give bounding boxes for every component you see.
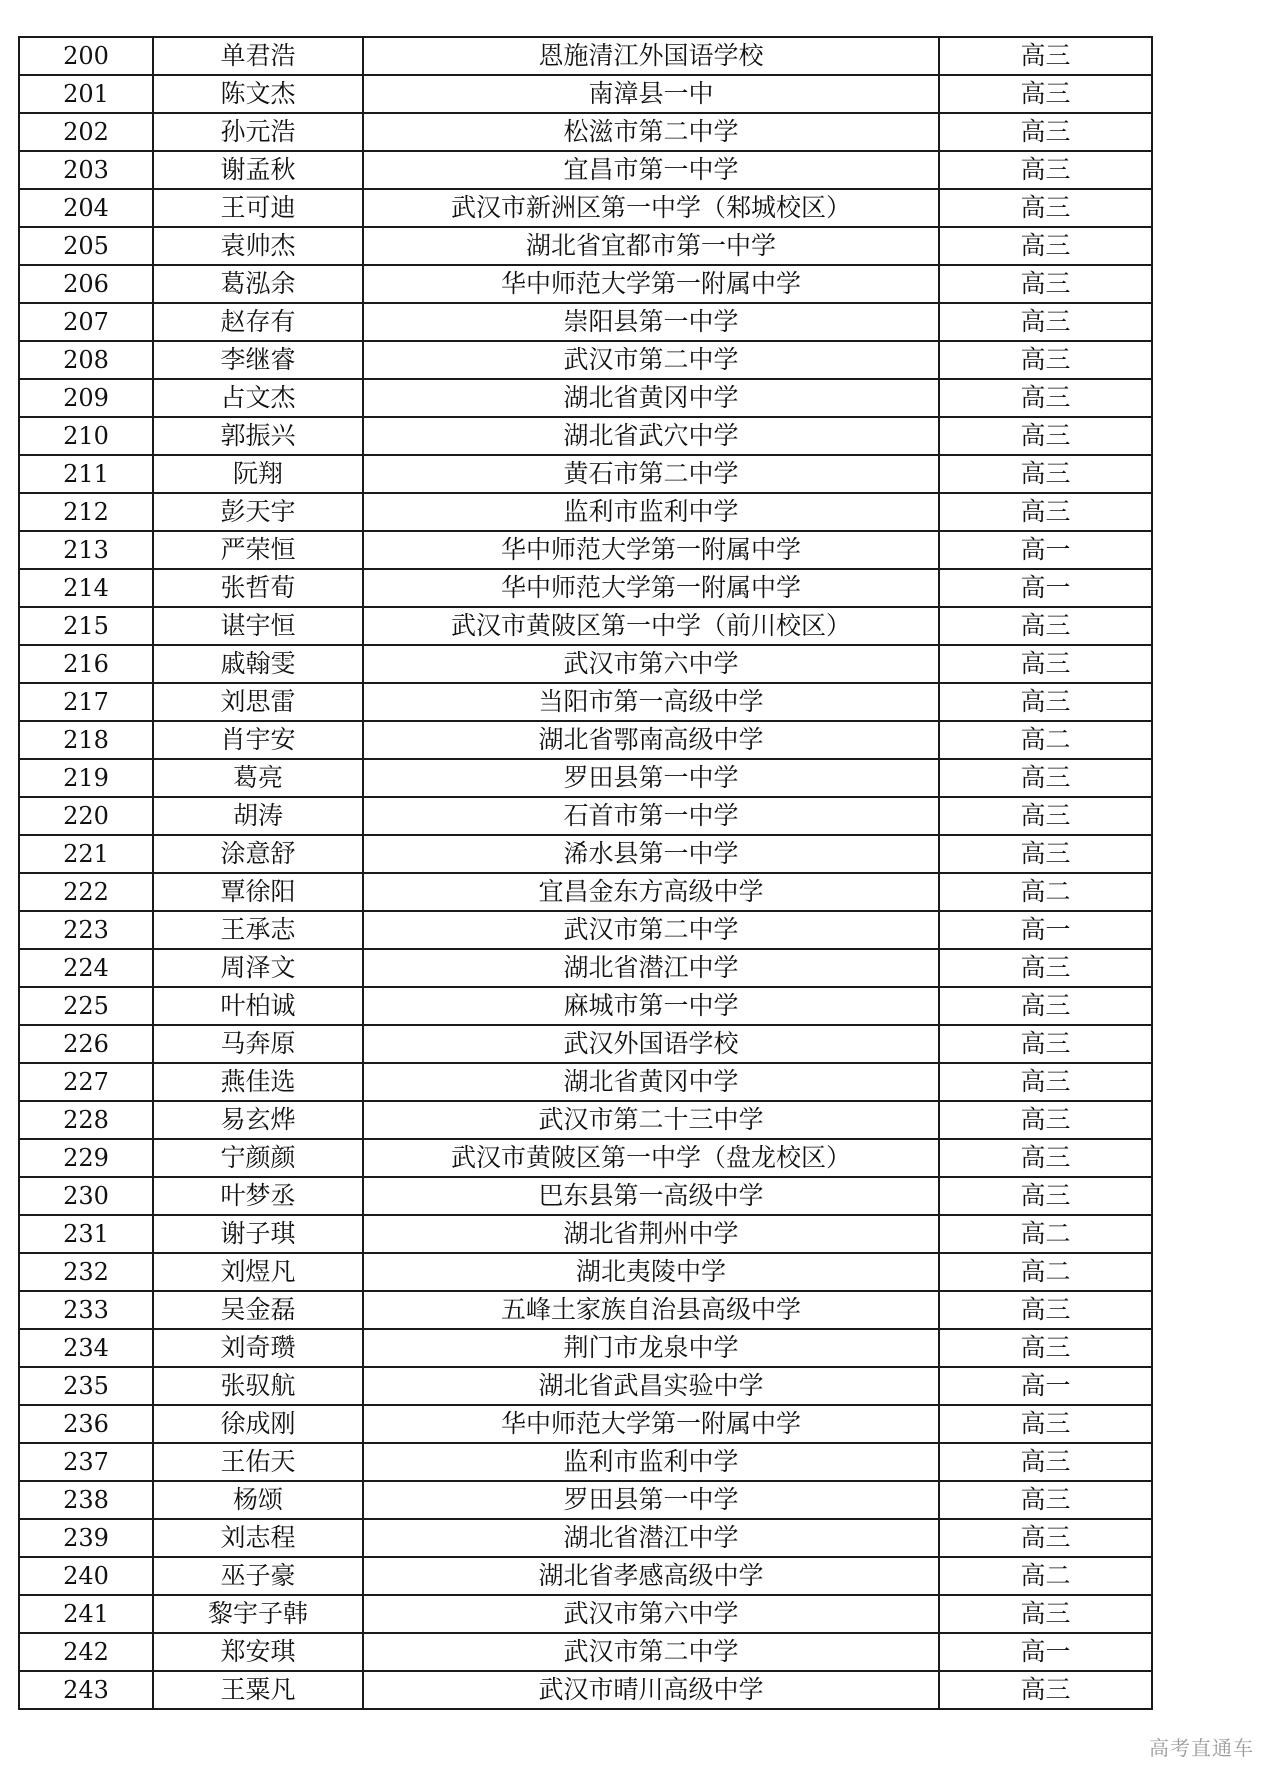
school-name: 石首市第一中学 bbox=[363, 797, 939, 835]
student-name: 燕佳选 bbox=[153, 1063, 363, 1101]
student-name: 刘奇瓒 bbox=[153, 1329, 363, 1367]
row-number: 202 bbox=[19, 113, 153, 151]
grade-level: 高一 bbox=[939, 911, 1152, 949]
student-name: 王可迪 bbox=[153, 189, 363, 227]
table-row bbox=[19, 1633, 1152, 1671]
student-name: 覃徐阳 bbox=[153, 873, 363, 911]
student-name: 刘思雷 bbox=[153, 683, 363, 721]
row-number: 241 bbox=[19, 1595, 153, 1633]
school-name: 武汉市第六中学 bbox=[363, 645, 939, 683]
student-name: 单君浩 bbox=[153, 37, 363, 75]
school-name: 湖北省武昌实验中学 bbox=[363, 1367, 939, 1405]
grade-level: 高三 bbox=[939, 645, 1152, 683]
row-number: 211 bbox=[19, 455, 153, 493]
table-row bbox=[19, 75, 1152, 113]
table-row bbox=[19, 1139, 1152, 1177]
student-name: 葛泓余 bbox=[153, 265, 363, 303]
table-row bbox=[19, 1595, 1152, 1633]
row-number: 203 bbox=[19, 151, 153, 189]
student-name: 巫子豪 bbox=[153, 1557, 363, 1595]
student-name: 王粟凡 bbox=[153, 1671, 363, 1709]
student-name: 葛亮 bbox=[153, 759, 363, 797]
grade-level: 高二 bbox=[939, 1253, 1152, 1291]
student-name: 彭天宇 bbox=[153, 493, 363, 531]
student-name: 郑安琪 bbox=[153, 1633, 363, 1671]
school-name: 武汉市晴川高级中学 bbox=[363, 1671, 939, 1709]
student-name: 叶柏诚 bbox=[153, 987, 363, 1025]
row-number: 233 bbox=[19, 1291, 153, 1329]
grade-level: 高三 bbox=[939, 607, 1152, 645]
row-number: 210 bbox=[19, 417, 153, 455]
student-name: 涂意舒 bbox=[153, 835, 363, 873]
row-number: 200 bbox=[19, 37, 153, 75]
school-name: 湖北省潜江中学 bbox=[363, 949, 939, 987]
school-name: 麻城市第一中学 bbox=[363, 987, 939, 1025]
row-number: 242 bbox=[19, 1633, 153, 1671]
school-name: 当阳市第一高级中学 bbox=[363, 683, 939, 721]
school-name: 华中师范大学第一附属中学 bbox=[363, 265, 939, 303]
row-number: 208 bbox=[19, 341, 153, 379]
results-table bbox=[18, 36, 1153, 1710]
grade-level: 高三 bbox=[939, 417, 1152, 455]
student-name: 王佑天 bbox=[153, 1443, 363, 1481]
student-name: 戚翰雯 bbox=[153, 645, 363, 683]
row-number: 224 bbox=[19, 949, 153, 987]
table-row bbox=[19, 1557, 1152, 1595]
row-number: 205 bbox=[19, 227, 153, 265]
table-row bbox=[19, 1519, 1152, 1557]
student-name: 阮翔 bbox=[153, 455, 363, 493]
table-row bbox=[19, 911, 1152, 949]
grade-level: 高三 bbox=[939, 455, 1152, 493]
grade-level: 高三 bbox=[939, 379, 1152, 417]
school-name: 武汉市第二中学 bbox=[363, 341, 939, 379]
school-name: 湖北省荆州中学 bbox=[363, 1215, 939, 1253]
school-name: 湖北省黄冈中学 bbox=[363, 379, 939, 417]
table-row bbox=[19, 265, 1152, 303]
row-number: 213 bbox=[19, 531, 153, 569]
school-name: 松滋市第二中学 bbox=[363, 113, 939, 151]
student-name: 宁颜颜 bbox=[153, 1139, 363, 1177]
row-number: 237 bbox=[19, 1443, 153, 1481]
student-name: 刘煜凡 bbox=[153, 1253, 363, 1291]
grade-level: 高一 bbox=[939, 1367, 1152, 1405]
school-name: 武汉市第二中学 bbox=[363, 1633, 939, 1671]
grade-level: 高三 bbox=[939, 341, 1152, 379]
school-name: 湖北省孝感高级中学 bbox=[363, 1557, 939, 1595]
table-row bbox=[19, 759, 1152, 797]
grade-level: 高二 bbox=[939, 1215, 1152, 1253]
row-number: 223 bbox=[19, 911, 153, 949]
row-number: 240 bbox=[19, 1557, 153, 1595]
grade-level: 高一 bbox=[939, 569, 1152, 607]
row-number: 227 bbox=[19, 1063, 153, 1101]
grade-level: 高三 bbox=[939, 493, 1152, 531]
table-row bbox=[19, 1101, 1152, 1139]
grade-level: 高三 bbox=[939, 683, 1152, 721]
student-name: 吴金磊 bbox=[153, 1291, 363, 1329]
student-name: 黎宇子韩 bbox=[153, 1595, 363, 1633]
student-name: 徐成刚 bbox=[153, 1405, 363, 1443]
school-name: 武汉市黄陂区第一中学（前川校区） bbox=[363, 607, 939, 645]
grade-level: 高三 bbox=[939, 1025, 1152, 1063]
school-name: 湖北省武穴中学 bbox=[363, 417, 939, 455]
school-name: 武汉市第二中学 bbox=[363, 911, 939, 949]
student-name: 张驭航 bbox=[153, 1367, 363, 1405]
grade-level: 高一 bbox=[939, 1633, 1152, 1671]
row-number: 243 bbox=[19, 1671, 153, 1709]
school-name: 武汉市新洲区第一中学（邾城校区） bbox=[363, 189, 939, 227]
table-row bbox=[19, 873, 1152, 911]
student-name: 王承志 bbox=[153, 911, 363, 949]
school-name: 南漳县一中 bbox=[363, 75, 939, 113]
table-row bbox=[19, 1443, 1152, 1481]
table-row bbox=[19, 1215, 1152, 1253]
school-name: 荆门市龙泉中学 bbox=[363, 1329, 939, 1367]
grade-level: 高三 bbox=[939, 835, 1152, 873]
school-name: 巴东县第一高级中学 bbox=[363, 1177, 939, 1215]
school-name: 崇阳县第一中学 bbox=[363, 303, 939, 341]
grade-level: 高三 bbox=[939, 1101, 1152, 1139]
watermark-text: 高考直通车 bbox=[1149, 1736, 1254, 1760]
table-row bbox=[19, 531, 1152, 569]
table-row bbox=[19, 1025, 1152, 1063]
school-name: 监利市监利中学 bbox=[363, 493, 939, 531]
grade-level: 高三 bbox=[939, 189, 1152, 227]
table-row bbox=[19, 835, 1152, 873]
school-name: 宜昌金东方高级中学 bbox=[363, 873, 939, 911]
table-row bbox=[19, 227, 1152, 265]
row-number: 230 bbox=[19, 1177, 153, 1215]
grade-level: 高三 bbox=[939, 37, 1152, 75]
row-number: 229 bbox=[19, 1139, 153, 1177]
student-name: 谌宇恒 bbox=[153, 607, 363, 645]
row-number: 218 bbox=[19, 721, 153, 759]
school-name: 浠水县第一中学 bbox=[363, 835, 939, 873]
grade-level: 高三 bbox=[939, 1405, 1152, 1443]
table-row bbox=[19, 607, 1152, 645]
student-name: 严荣恒 bbox=[153, 531, 363, 569]
table-row bbox=[19, 645, 1152, 683]
table-row bbox=[19, 417, 1152, 455]
row-number: 201 bbox=[19, 75, 153, 113]
grade-level: 高三 bbox=[939, 1139, 1152, 1177]
grade-level: 高三 bbox=[939, 1481, 1152, 1519]
grade-level: 高三 bbox=[939, 1671, 1152, 1709]
school-name: 武汉外国语学校 bbox=[363, 1025, 939, 1063]
table-row bbox=[19, 303, 1152, 341]
table-row bbox=[19, 1481, 1152, 1519]
grade-level: 高三 bbox=[939, 1595, 1152, 1633]
grade-level: 高一 bbox=[939, 531, 1152, 569]
student-name: 刘志程 bbox=[153, 1519, 363, 1557]
table-row bbox=[19, 1329, 1152, 1367]
row-number: 234 bbox=[19, 1329, 153, 1367]
table-row bbox=[19, 189, 1152, 227]
school-name: 武汉市第二十三中学 bbox=[363, 1101, 939, 1139]
grade-level: 高三 bbox=[939, 227, 1152, 265]
row-number: 209 bbox=[19, 379, 153, 417]
table-row bbox=[19, 493, 1152, 531]
student-name: 肖宇安 bbox=[153, 721, 363, 759]
grade-level: 高三 bbox=[939, 265, 1152, 303]
grade-level: 高三 bbox=[939, 759, 1152, 797]
school-name: 监利市监利中学 bbox=[363, 1443, 939, 1481]
row-number: 206 bbox=[19, 265, 153, 303]
school-name: 武汉市第六中学 bbox=[363, 1595, 939, 1633]
row-number: 216 bbox=[19, 645, 153, 683]
student-name: 张哲荀 bbox=[153, 569, 363, 607]
grade-level: 高三 bbox=[939, 1063, 1152, 1101]
school-name: 罗田县第一中学 bbox=[363, 1481, 939, 1519]
grade-level: 高三 bbox=[939, 75, 1152, 113]
table-row bbox=[19, 1405, 1152, 1443]
student-name: 叶梦丞 bbox=[153, 1177, 363, 1215]
school-name: 华中师范大学第一附属中学 bbox=[363, 531, 939, 569]
table-row bbox=[19, 379, 1152, 417]
table-row bbox=[19, 341, 1152, 379]
student-name: 谢孟秋 bbox=[153, 151, 363, 189]
table-row bbox=[19, 683, 1152, 721]
grade-level: 高三 bbox=[939, 113, 1152, 151]
table-row bbox=[19, 1063, 1152, 1101]
grade-level: 高三 bbox=[939, 1329, 1152, 1367]
student-name: 赵存有 bbox=[153, 303, 363, 341]
row-number: 214 bbox=[19, 569, 153, 607]
row-number: 225 bbox=[19, 987, 153, 1025]
grade-level: 高二 bbox=[939, 721, 1152, 759]
row-number: 212 bbox=[19, 493, 153, 531]
school-name: 湖北省鄂南高级中学 bbox=[363, 721, 939, 759]
school-name: 华中师范大学第一附属中学 bbox=[363, 1405, 939, 1443]
row-number: 215 bbox=[19, 607, 153, 645]
row-number: 232 bbox=[19, 1253, 153, 1291]
school-name: 恩施清江外国语学校 bbox=[363, 37, 939, 75]
school-name: 宜昌市第一中学 bbox=[363, 151, 939, 189]
table-row bbox=[19, 37, 1152, 75]
school-name: 五峰土家族自治县高级中学 bbox=[363, 1291, 939, 1329]
school-name: 湖北省黄冈中学 bbox=[363, 1063, 939, 1101]
student-name: 袁帅杰 bbox=[153, 227, 363, 265]
table-row bbox=[19, 569, 1152, 607]
school-name: 罗田县第一中学 bbox=[363, 759, 939, 797]
row-number: 235 bbox=[19, 1367, 153, 1405]
grade-level: 高二 bbox=[939, 873, 1152, 911]
grade-level: 高三 bbox=[939, 1291, 1152, 1329]
row-number: 238 bbox=[19, 1481, 153, 1519]
table-row bbox=[19, 987, 1152, 1025]
student-name: 周泽文 bbox=[153, 949, 363, 987]
student-name: 李继睿 bbox=[153, 341, 363, 379]
table-row bbox=[19, 1291, 1152, 1329]
school-name: 湖北省潜江中学 bbox=[363, 1519, 939, 1557]
grade-level: 高三 bbox=[939, 1443, 1152, 1481]
table-row bbox=[19, 1367, 1152, 1405]
table-row bbox=[19, 1177, 1152, 1215]
row-number: 221 bbox=[19, 835, 153, 873]
row-number: 207 bbox=[19, 303, 153, 341]
table-row bbox=[19, 949, 1152, 987]
student-name: 陈文杰 bbox=[153, 75, 363, 113]
row-number: 222 bbox=[19, 873, 153, 911]
grade-level: 高三 bbox=[939, 1519, 1152, 1557]
grade-level: 高二 bbox=[939, 1557, 1152, 1595]
school-name: 湖北省宜都市第一中学 bbox=[363, 227, 939, 265]
grade-level: 高三 bbox=[939, 987, 1152, 1025]
student-name: 占文杰 bbox=[153, 379, 363, 417]
student-name: 胡涛 bbox=[153, 797, 363, 835]
row-number: 204 bbox=[19, 189, 153, 227]
grade-level: 高三 bbox=[939, 949, 1152, 987]
table-row bbox=[19, 1253, 1152, 1291]
student-name: 马奔原 bbox=[153, 1025, 363, 1063]
table-row bbox=[19, 151, 1152, 189]
row-number: 220 bbox=[19, 797, 153, 835]
student-name: 郭振兴 bbox=[153, 417, 363, 455]
table-row bbox=[19, 455, 1152, 493]
row-number: 236 bbox=[19, 1405, 153, 1443]
row-number: 231 bbox=[19, 1215, 153, 1253]
school-name: 武汉市黄陂区第一中学（盘龙校区） bbox=[363, 1139, 939, 1177]
table-row bbox=[19, 113, 1152, 151]
school-name: 华中师范大学第一附属中学 bbox=[363, 569, 939, 607]
grade-level: 高三 bbox=[939, 151, 1152, 189]
row-number: 228 bbox=[19, 1101, 153, 1139]
table-row bbox=[19, 721, 1152, 759]
grade-level: 高三 bbox=[939, 1177, 1152, 1215]
student-name: 杨颂 bbox=[153, 1481, 363, 1519]
student-name: 谢子琪 bbox=[153, 1215, 363, 1253]
student-name: 易玄烨 bbox=[153, 1101, 363, 1139]
school-name: 黄石市第二中学 bbox=[363, 455, 939, 493]
row-number: 217 bbox=[19, 683, 153, 721]
table-row bbox=[19, 1671, 1152, 1709]
grade-level: 高三 bbox=[939, 797, 1152, 835]
results-table-body bbox=[19, 37, 1152, 1709]
row-number: 239 bbox=[19, 1519, 153, 1557]
school-name: 湖北夷陵中学 bbox=[363, 1253, 939, 1291]
row-number: 226 bbox=[19, 1025, 153, 1063]
student-name: 孙元浩 bbox=[153, 113, 363, 151]
grade-level: 高三 bbox=[939, 303, 1152, 341]
row-number: 219 bbox=[19, 759, 153, 797]
table-row bbox=[19, 797, 1152, 835]
